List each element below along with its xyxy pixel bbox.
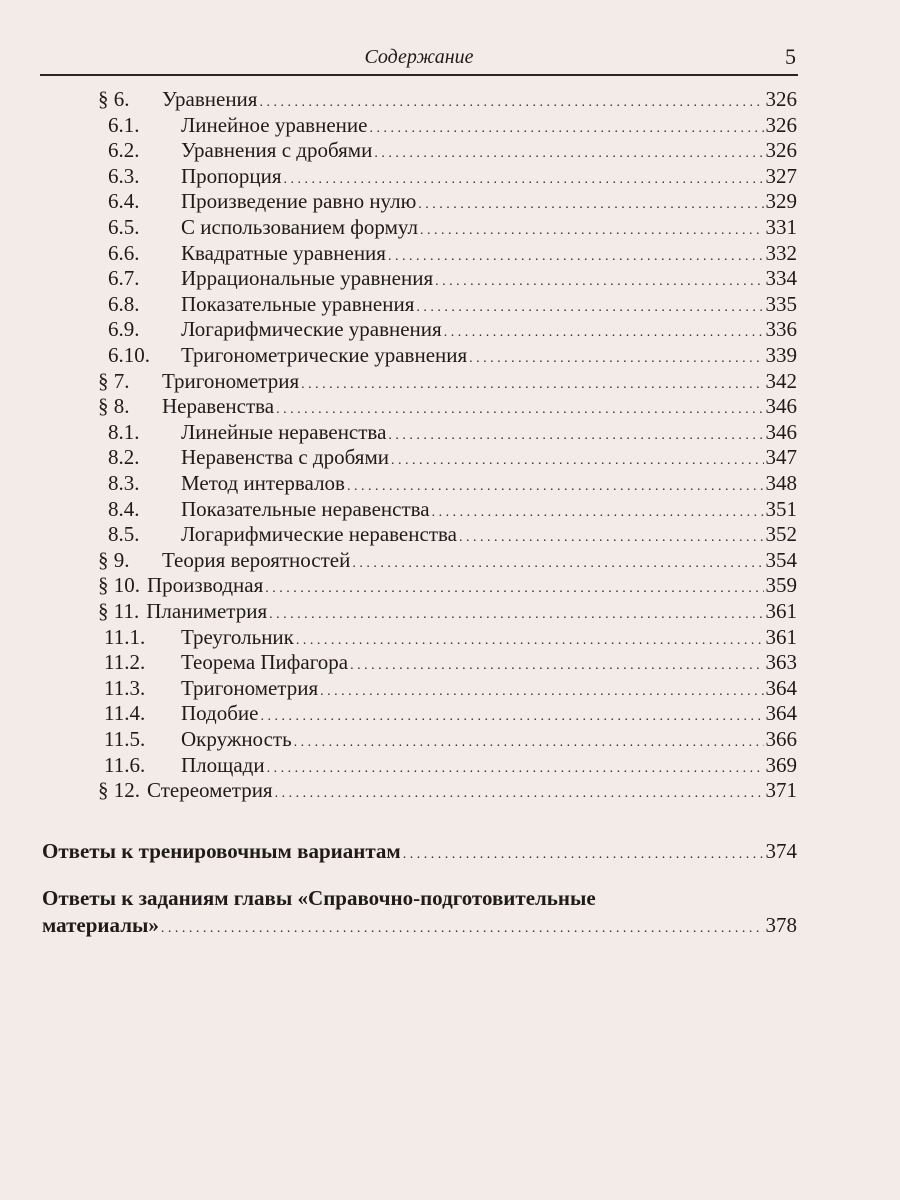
toc-entry[interactable]: [108, 444, 797, 470]
toc-entry[interactable]: [98, 598, 797, 624]
toc-entry-title-cont: материалы»: [42, 913, 159, 937]
toc-entry[interactable]: [98, 86, 797, 112]
toc-entry[interactable]: [104, 700, 797, 726]
toc-entry-number: 11.6.: [104, 752, 146, 777]
toc-entry-page: 335: [765, 291, 797, 316]
toc-entry[interactable]: [108, 291, 797, 317]
toc-entry-title: Неравенства: [162, 394, 275, 419]
toc-entry-title: Логарифмические уравнения: [181, 317, 442, 342]
toc-entry-number: 6.8.: [108, 291, 140, 316]
toc-entry[interactable]: [98, 368, 797, 394]
toc-entry-page: 351: [765, 496, 797, 521]
toc-entry-number: 11.5.: [104, 727, 146, 751]
toc-entry-page: 342: [765, 368, 797, 393]
toc-entry-title: Логарифмические неравенства: [181, 522, 457, 547]
toc-entry[interactable]: [108, 496, 797, 522]
toc-entry-title: Произведение равно нулю: [181, 189, 417, 214]
toc-entry-number: 8.2.: [108, 445, 140, 470]
running-header: [40, 44, 798, 76]
toc-entry-number: 6.4.: [108, 189, 140, 214]
dot-leader: [403, 838, 764, 868]
toc-entry-page: 329: [765, 189, 797, 214]
toc-entry[interactable]: [104, 752, 797, 778]
toc-entry-title: Ответы к тренировочным вариантам: [42, 839, 401, 863]
toc-entry-number: § 9.: [98, 547, 130, 572]
toc-entry-number: § 11.: [98, 599, 140, 623]
toc-entry-page: 339: [765, 343, 797, 367]
toc-entry-number: 8.1.: [108, 419, 140, 444]
toc-entry-page: 359: [765, 573, 797, 598]
toc-entry[interactable]: [108, 470, 797, 496]
toc-entry-page: 326: [765, 138, 797, 163]
toc-entry-page: 366: [765, 727, 797, 751]
toc-entry[interactable]: [104, 624, 797, 650]
toc-entry-title: Уравнения: [162, 87, 258, 111]
toc-entry-title: Показательные неравенства: [181, 496, 430, 521]
toc-entry-title: Стереометрия: [147, 778, 273, 803]
toc-entry-page: 354: [765, 547, 797, 572]
toc-entry-page: 326: [765, 112, 797, 137]
toc-entry[interactable]: [104, 726, 797, 752]
toc-entry-title: Метод интервалов: [181, 471, 345, 495]
toc-entry-title: Линейное уравнение: [181, 112, 368, 137]
toc-entry-title: Иррациональные уравнения: [181, 266, 434, 291]
toc-entry-number: § 12.: [98, 778, 140, 803]
toc-entry[interactable]: [108, 112, 797, 138]
toc-entry[interactable]: [108, 342, 797, 368]
toc-entry-number: 6.7.: [108, 266, 140, 291]
toc-entry[interactable]: [108, 214, 797, 240]
toc-entry-title: Площади: [181, 752, 265, 777]
toc-entry-page: 347: [765, 445, 797, 470]
toc-entry-number: 11.2.: [104, 650, 146, 675]
toc-entry-title: Квадратные уравнения: [181, 240, 386, 265]
toc-entry-page: 331: [765, 215, 797, 239]
toc-entry-page: 364: [765, 701, 797, 726]
toc-entry-page: 352: [765, 522, 797, 547]
toc-entry-title: Окружность: [181, 727, 292, 751]
toc-entry-title: Ответы к заданиям главы «Справочно-подготовительные: [42, 886, 596, 910]
toc-entry[interactable]: [108, 419, 797, 445]
toc-entry-number: 6.6.: [108, 240, 140, 265]
toc-entry-page: 348: [765, 471, 797, 495]
toc-entry-title: Треугольник: [181, 624, 294, 649]
toc-entry-page: 361: [765, 599, 797, 623]
toc-entry-title: Теорема Пифагора: [181, 650, 349, 675]
toc-entry[interactable]: [98, 547, 797, 573]
toc-entry-page: 369: [765, 752, 797, 777]
toc-entry-number: 11.4.: [104, 701, 146, 726]
toc-entry-number: § 8.: [98, 394, 130, 419]
dot-leader: [161, 912, 764, 942]
toc-entry[interactable]: [104, 675, 797, 701]
toc-entry-page: 326: [765, 87, 797, 111]
toc-entry-page: 346: [765, 394, 797, 419]
toc-entry-title: Теория вероятностей: [162, 547, 351, 572]
header-page-number: 5: [785, 44, 796, 69]
toc-entry[interactable]: [108, 521, 797, 547]
toc-entry-page: 361: [765, 624, 797, 649]
toc-entry-page: 363: [765, 650, 797, 675]
toc-entry-number: 8.5.: [108, 522, 140, 547]
header-title: Содержание: [364, 46, 474, 68]
toc-entry-number: 6.10.: [108, 343, 150, 367]
toc-entry-number: 11.3.: [104, 675, 146, 700]
toc-entry-number: 11.1.: [104, 624, 146, 649]
toc-entry[interactable]: [108, 316, 797, 342]
toc-entry-page: 364: [765, 675, 797, 700]
toc-entry-page: 378: [765, 913, 797, 937]
toc-entry[interactable]: [98, 777, 797, 803]
toc-entry-page: 332: [765, 240, 797, 265]
toc-entry-page: 327: [765, 163, 797, 188]
toc-entry[interactable]: [104, 649, 797, 675]
toc-entry-title: Линейные неравенства: [181, 419, 387, 444]
toc-entry-title: Планиметрия: [146, 599, 268, 623]
toc-entry-number: 6.2.: [108, 138, 140, 163]
toc-entry-number: 8.3.: [108, 471, 140, 495]
toc-entry[interactable]: [98, 393, 797, 419]
toc-entry-number: § 10.: [98, 573, 140, 598]
toc-entry-title: С использованием формул: [181, 215, 418, 239]
toc-entry-page: 334: [765, 266, 797, 291]
toc-entry-answers-reference-line1[interactable]: [42, 885, 797, 911]
toc-entry-title: Пропорция: [181, 163, 282, 188]
toc-entry-title: Тригонометрия: [162, 368, 300, 393]
toc-entry-title: Производная: [147, 573, 264, 598]
toc-entry-title: Уравнения с дробями: [181, 138, 373, 163]
toc-entry-number: 8.4.: [108, 496, 140, 521]
toc-entry[interactable]: [108, 188, 797, 214]
toc-entry-page: 336: [765, 317, 797, 342]
toc-entry-title: Тригонометрические уравнения: [181, 343, 468, 367]
toc-entry-title: Тригонометрия: [181, 675, 319, 700]
toc-entry[interactable]: [108, 137, 797, 163]
toc-entry-number: 6.9.: [108, 317, 140, 342]
toc-entry-title: Неравенства с дробями: [181, 445, 389, 470]
toc-entry-answers-training[interactable]: [42, 838, 797, 864]
toc-entry[interactable]: [98, 572, 797, 598]
toc-entry-number: 6.1.: [108, 112, 140, 137]
toc-entry-page: 374: [765, 839, 797, 863]
toc-entry[interactable]: [108, 163, 797, 189]
toc-entry-number: § 6.: [98, 87, 130, 111]
toc-entry-page: 371: [765, 778, 797, 803]
toc-entry[interactable]: [108, 240, 797, 266]
toc-entry-title: Показательные уравнения: [181, 291, 415, 316]
dot-leader: [275, 777, 764, 807]
toc-entry-number: 6.3.: [108, 163, 140, 188]
toc-entry-answers-reference[interactable]: [42, 912, 797, 938]
toc-entry[interactable]: [108, 265, 797, 291]
toc-entry-number: § 7.: [98, 368, 130, 393]
toc-entry-title: Подобие: [181, 701, 259, 726]
toc-entry-number: 6.5.: [108, 215, 140, 239]
toc-entry-page: 346: [765, 419, 797, 444]
